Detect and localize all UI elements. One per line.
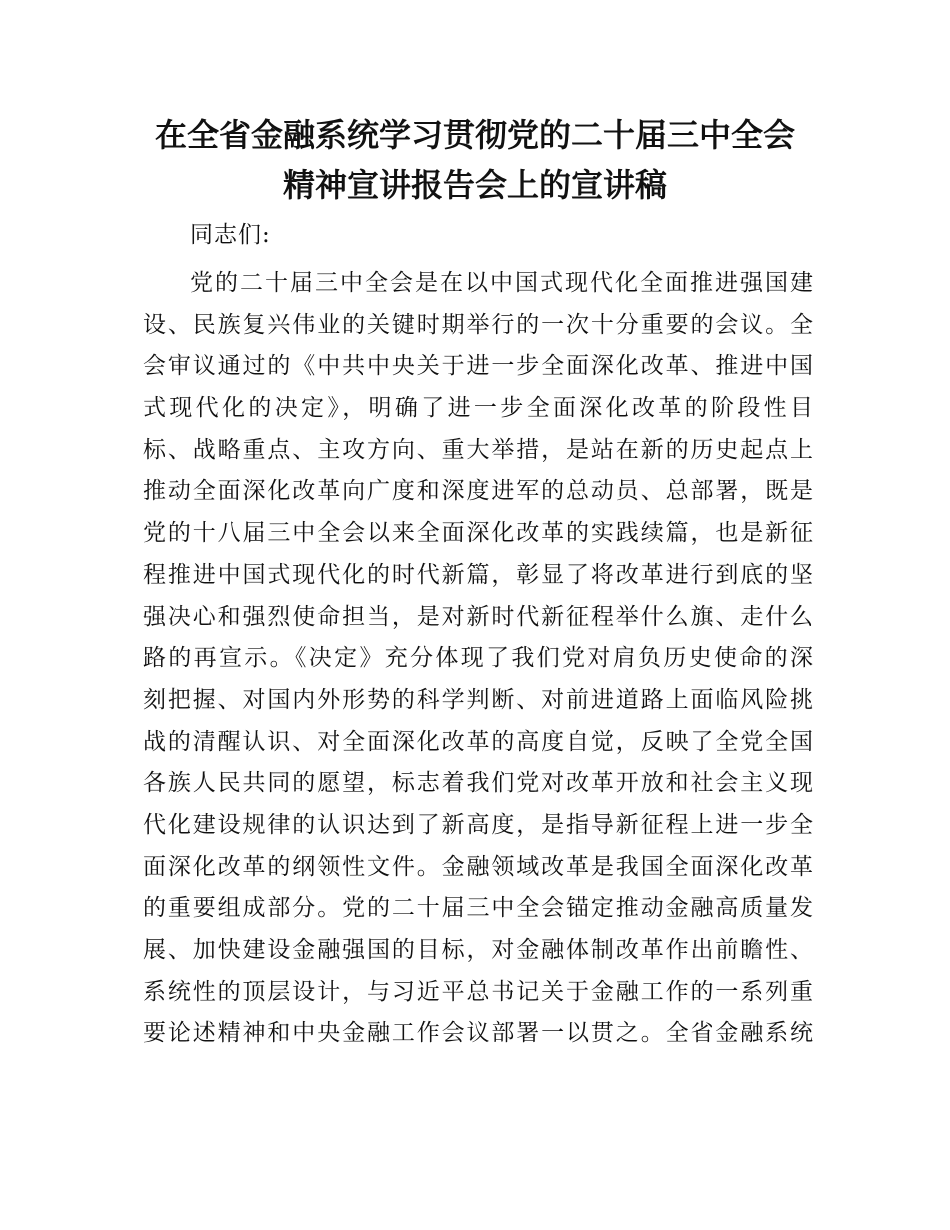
paragraph-line: 系统性的顶层设计，与习近平总书记关于金融工作的一系列重 <box>143 978 813 1005</box>
paragraph-line: 强决心和强烈使命担当，是对新时代新征程举什么旗、走什么 <box>143 603 813 630</box>
paragraph-line: 程推进中国式现代化的时代新篇，彰显了将改革进行到底的坚 <box>143 561 813 588</box>
body-paragraph <box>143 263 813 1055</box>
paragraph-line: 面深化改革的纲领性文件。金融领域改革是我国全面深化改革 <box>143 853 813 880</box>
paragraph-line: 的重要组成部分。党的二十届三中全会锚定推动金融高质量发 <box>143 895 813 922</box>
paragraph-line: 路的再宣示。《决定》充分体现了我们党对肩负历史使命的深 <box>143 645 813 672</box>
title-line-1: 在全省金融系统学习贯彻党的二十届三中全会 <box>154 116 795 154</box>
paragraph-line: 会审议通过的《中共中央关于进一步全面深化改革、推进中国 <box>143 353 813 380</box>
paragraph-line: 党的二十届三中全会是在以中国式现代化全面推进强国建 <box>190 270 813 296</box>
paragraph-line: 党的十八届三中全会以来全面深化改革的实践续篇，也是新征 <box>143 520 813 547</box>
paragraph-line: 式现代化的决定》，明确了进一步全面深化改革的阶段性目 <box>143 395 813 422</box>
paragraph-line: 各族人民共同的愿望，标志着我们党对改革开放和社会主义现 <box>143 770 813 797</box>
document-title <box>120 110 830 210</box>
paragraph-line: 要论述精神和中央金融工作会议部署一以贯之。全省金融系统 <box>143 1020 813 1047</box>
salutation: 同志们: <box>190 222 271 248</box>
paragraph-line: 代化建设规律的认识达到了新高度，是指导新征程上进一步全 <box>143 811 813 838</box>
title-line-2: 精神宣讲报告会上的宣讲稿 <box>282 166 667 204</box>
paragraph-line: 设、民族复兴伟业的关键时期举行的一次十分重要的会议。全 <box>143 311 813 338</box>
paragraph-line: 刻把握、对国内外形势的科学判断、对前进道路上面临风险挑 <box>143 686 813 713</box>
paragraph-line: 战的清醒认识、对全面深化改革的高度自觉，反映了全党全国 <box>143 728 813 755</box>
paragraph-line: 展、加快建设金融强国的目标，对金融体制改革作出前瞻性、 <box>143 937 813 963</box>
paragraph-line: 标、战略重点、主攻方向、重大举措，是站在新的历史起点上 <box>143 436 813 463</box>
paragraph-line: 推动全面深化改革向广度和深度进军的总动员、总部署，既是 <box>143 478 813 505</box>
